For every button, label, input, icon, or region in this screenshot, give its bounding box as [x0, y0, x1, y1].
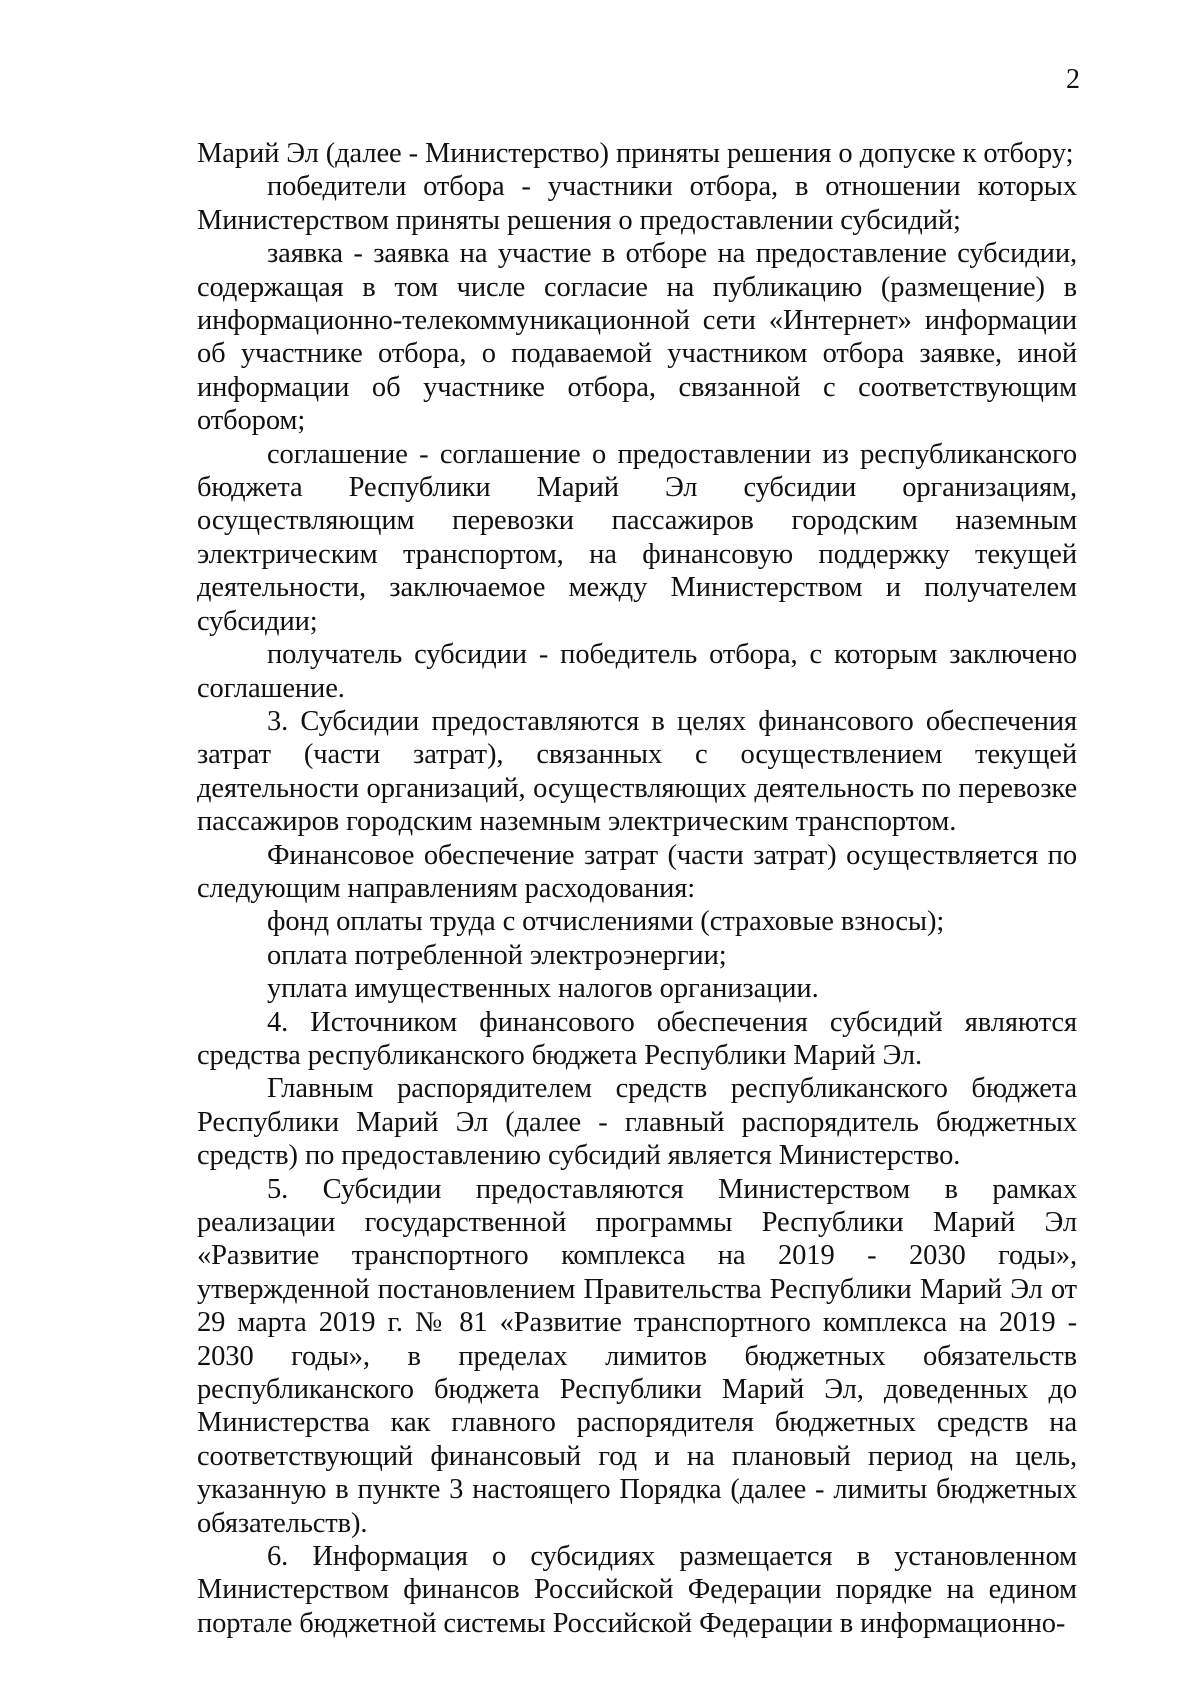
paragraph: 4. Источником финансового обеспечения субсидий являются средства республиканского бюджета Республики Марий Эл. — [197, 1006, 1077, 1071]
paragraph: уплата имущественных налогов организации. — [267, 973, 819, 1005]
paragraph: заявка - заявка на участие в отборе на предоставление субсидии, содержащая в том числе согласие на публикацию (размещение) в информационно-телекоммуникационной сети «Интернет» информации об участнике отбора, о подаваемой участником отбора заявке, иной информации об участнике отбора, связанной с соответствующим отбором; — [197, 238, 1077, 437]
paragraph: соглашение - соглашение о предоставлении из республиканского бюджета Республики Марий Эл субсидии организациям, осуществляющим перевозки пассажиров городским наземным электрическим транспортом, на финансовую поддержку текущей деятельности, заключаемое между Министерством и получателем субсидии; — [197, 438, 1077, 637]
paragraph: 5. Субсидии предоставляются Министерством в рамках реализации государственной программы Республики Марий Эл «Развитие транспортного комплекса на 2019 - 2030 годы», утвержденной постановлением Правительства Республики Марий Эл от 29 марта 2019 г. № 81 «Развитие транспортного комплекса на 2019 - 2030 годы», в пределах лимитов бюджетных обязательств республиканского бюджета Республики Марий Эл, доведенных до Министерства как главного распорядителя бюджетных средств на соответствующий финансовый год и на плановый период на цель, указанную в пункте 3 настоящего Порядка (далее - лимиты бюджетных обязательств). — [197, 1173, 1077, 1539]
paragraph: получатель субсидии - победитель отбора, с которым заключено соглашение. — [197, 639, 1077, 704]
paragraph: Марий Эл (далее - Министерство) приняты решения о допуске к отбору; — [197, 138, 1074, 169]
document-body — [197, 137, 1077, 1640]
paragraph: оплата потребленной электроэнергии; — [267, 939, 727, 971]
paragraph: 3. Субсидии предоставляются в целях финансового обеспечения затрат (части затрат), связанных с осуществлением текущей деятельности организаций, осуществляющих деятельность по перевозке пассажиров городским наземным электрическим транспортом. — [197, 705, 1077, 838]
paragraph: Главным распорядителем средств республиканского бюджета Республики Марий Эл (далее - главный распорядитель бюджетных средств) по предоставлению субсидий является Министерство. — [197, 1073, 1077, 1172]
paragraph: победители отбора - участники отбора, в отношении которых Министерством приняты решения о предоставлении субсидий; — [197, 171, 1077, 236]
page-number: 2 — [1066, 64, 1080, 95]
paragraph: фонд оплаты труда с отчислениями (страховые взносы); — [267, 906, 945, 938]
paragraph: 6. Информация о субсидиях размещается в установленном Министерством финансов Российской Федерации порядке на едином портале бюджетной системы Российской Федерации в информационно- — [197, 1541, 1077, 1639]
paragraph: Финансовое обеспечение затрат (части затрат) осуществляется по следующим направлениям расходования: — [197, 839, 1077, 904]
